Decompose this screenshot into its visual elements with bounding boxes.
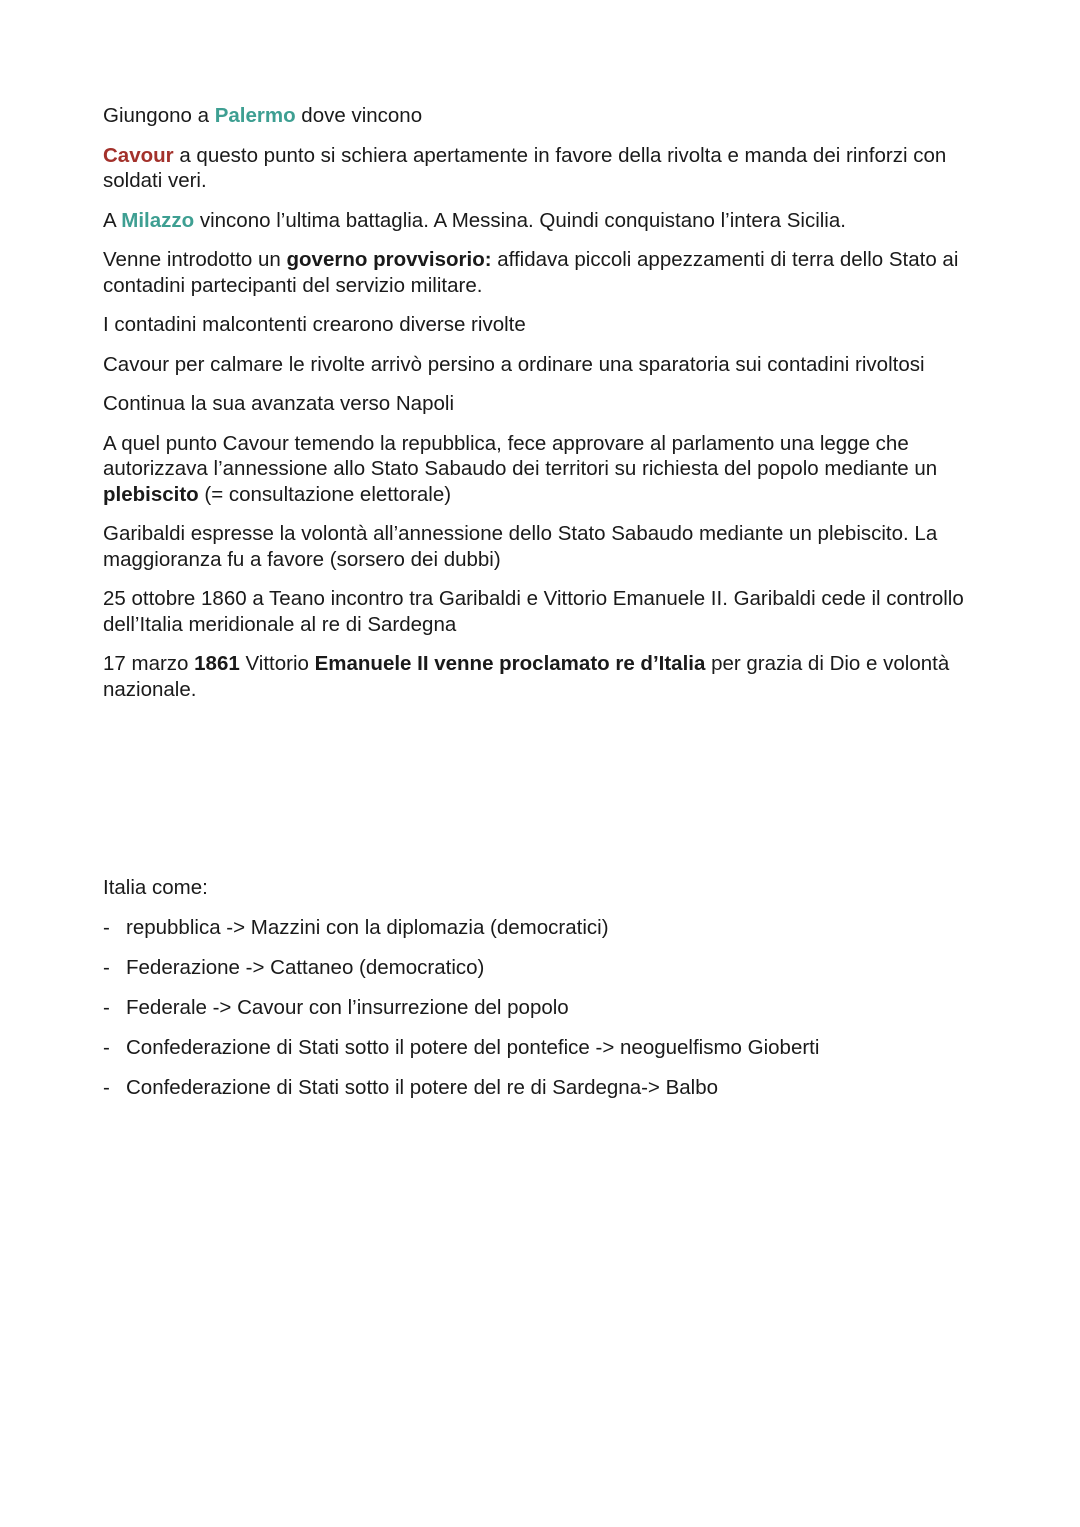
- text: A quel punto Cavour temendo la repubblica, fece approvare al parlamento una legge che autorizzava l’annessione allo Stato Sabaudo dei territori su richiesta del popolo mediante un: [103, 431, 938, 480]
- person-cavour: Cavour: [103, 143, 174, 167]
- paragraph-governo: [103, 247, 983, 298]
- paragraph-garibaldi: Garibaldi espresse la volontà all’annessione dello Stato Sabaudo mediante un plebiscito. La maggioranza fu a favore (sorsero dei dubbi): [103, 522, 938, 571]
- italia-come-list: [103, 915, 983, 1101]
- paragraph-sparatoria: Cavour per calmare le rivolte arrivò persino a ordinare una sparatoria sui contadini rivoltosi: [103, 352, 925, 376]
- list-item-text: Federazione -> Cattaneo (democratico): [126, 955, 485, 979]
- list-title: Italia come:: [103, 876, 208, 899]
- list-item-text: Federale -> Cavour con l’insurrezione del popolo: [126, 995, 569, 1019]
- paragraph-napoli: Continua la sua avanzata verso Napoli: [103, 392, 454, 415]
- text: A: [103, 208, 122, 232]
- list-item: [103, 1035, 983, 1061]
- text: Vittorio: [239, 652, 315, 675]
- list-item: [103, 915, 983, 941]
- text: 17 marzo: [103, 652, 195, 675]
- text: Giungono a: [103, 104, 215, 127]
- text: affidava piccoli appezzamenti di terra dello Stato ai contadini partecipanti del servizio militare.: [103, 248, 959, 297]
- paragraph-teano: 25 ottobre 1860 a Teano incontro tra Garibaldi e Vittorio Emanuele II. Garibaldi cede il controllo dell’Italia meridionale al re di Sardegna: [103, 587, 964, 636]
- text: vincono l’ultima battaglia. A Messina. Quindi conquistano l’intera Sicilia.: [194, 208, 846, 232]
- text: Venne introdotto un: [103, 248, 287, 271]
- term-governo-provvisorio: governo provvisorio:: [286, 248, 492, 271]
- list-item: [103, 955, 983, 981]
- place-milazzo: Milazzo: [121, 208, 195, 232]
- place-palermo: Palermo: [214, 104, 296, 127]
- notes-body: [103, 103, 983, 716]
- dash-bullet: -: [103, 1035, 110, 1059]
- year-1861: 1861: [194, 652, 240, 675]
- term-proclamation: Emanuele II venne proclamato re d’Italia: [314, 652, 706, 675]
- dash-bullet: -: [103, 915, 110, 939]
- text: dove vincono: [295, 104, 423, 127]
- dash-bullet: -: [103, 955, 110, 979]
- text: a questo punto si schiera apertamente in favore della rivolta e manda dei rinforzi con soldati veri.: [103, 143, 947, 192]
- dash-bullet: -: [103, 1075, 110, 1099]
- term-plebiscito: plebiscito: [103, 482, 199, 506]
- list-item: [103, 995, 983, 1021]
- list-item-text: Confederazione di Stati sotto il potere del pontefice -> neoguelfismo Gioberti: [126, 1035, 820, 1059]
- list-item-text: repubblica -> Mazzini con la diplomazia (democratici): [126, 915, 609, 939]
- text: per grazia di Dio e volontà nazionale.: [103, 652, 950, 701]
- paragraph-contadini: I contadini malcontenti crearono diverse rivolte: [103, 313, 526, 336]
- list-item-text: Confederazione di Stati sotto il potere del re di Sardegna-> Balbo: [126, 1075, 719, 1099]
- list-item: [103, 1075, 983, 1101]
- paragraph-1861: [103, 651, 983, 702]
- paragraph-milazzo: [103, 208, 983, 234]
- italia-come-section: [103, 875, 983, 1115]
- dash-bullet: -: [103, 995, 110, 1019]
- paragraph-palermo: [103, 103, 983, 129]
- text: (= consultazione elettorale): [198, 482, 452, 506]
- paragraph-plebiscito: [103, 431, 983, 508]
- paragraph-cavour: [103, 143, 983, 194]
